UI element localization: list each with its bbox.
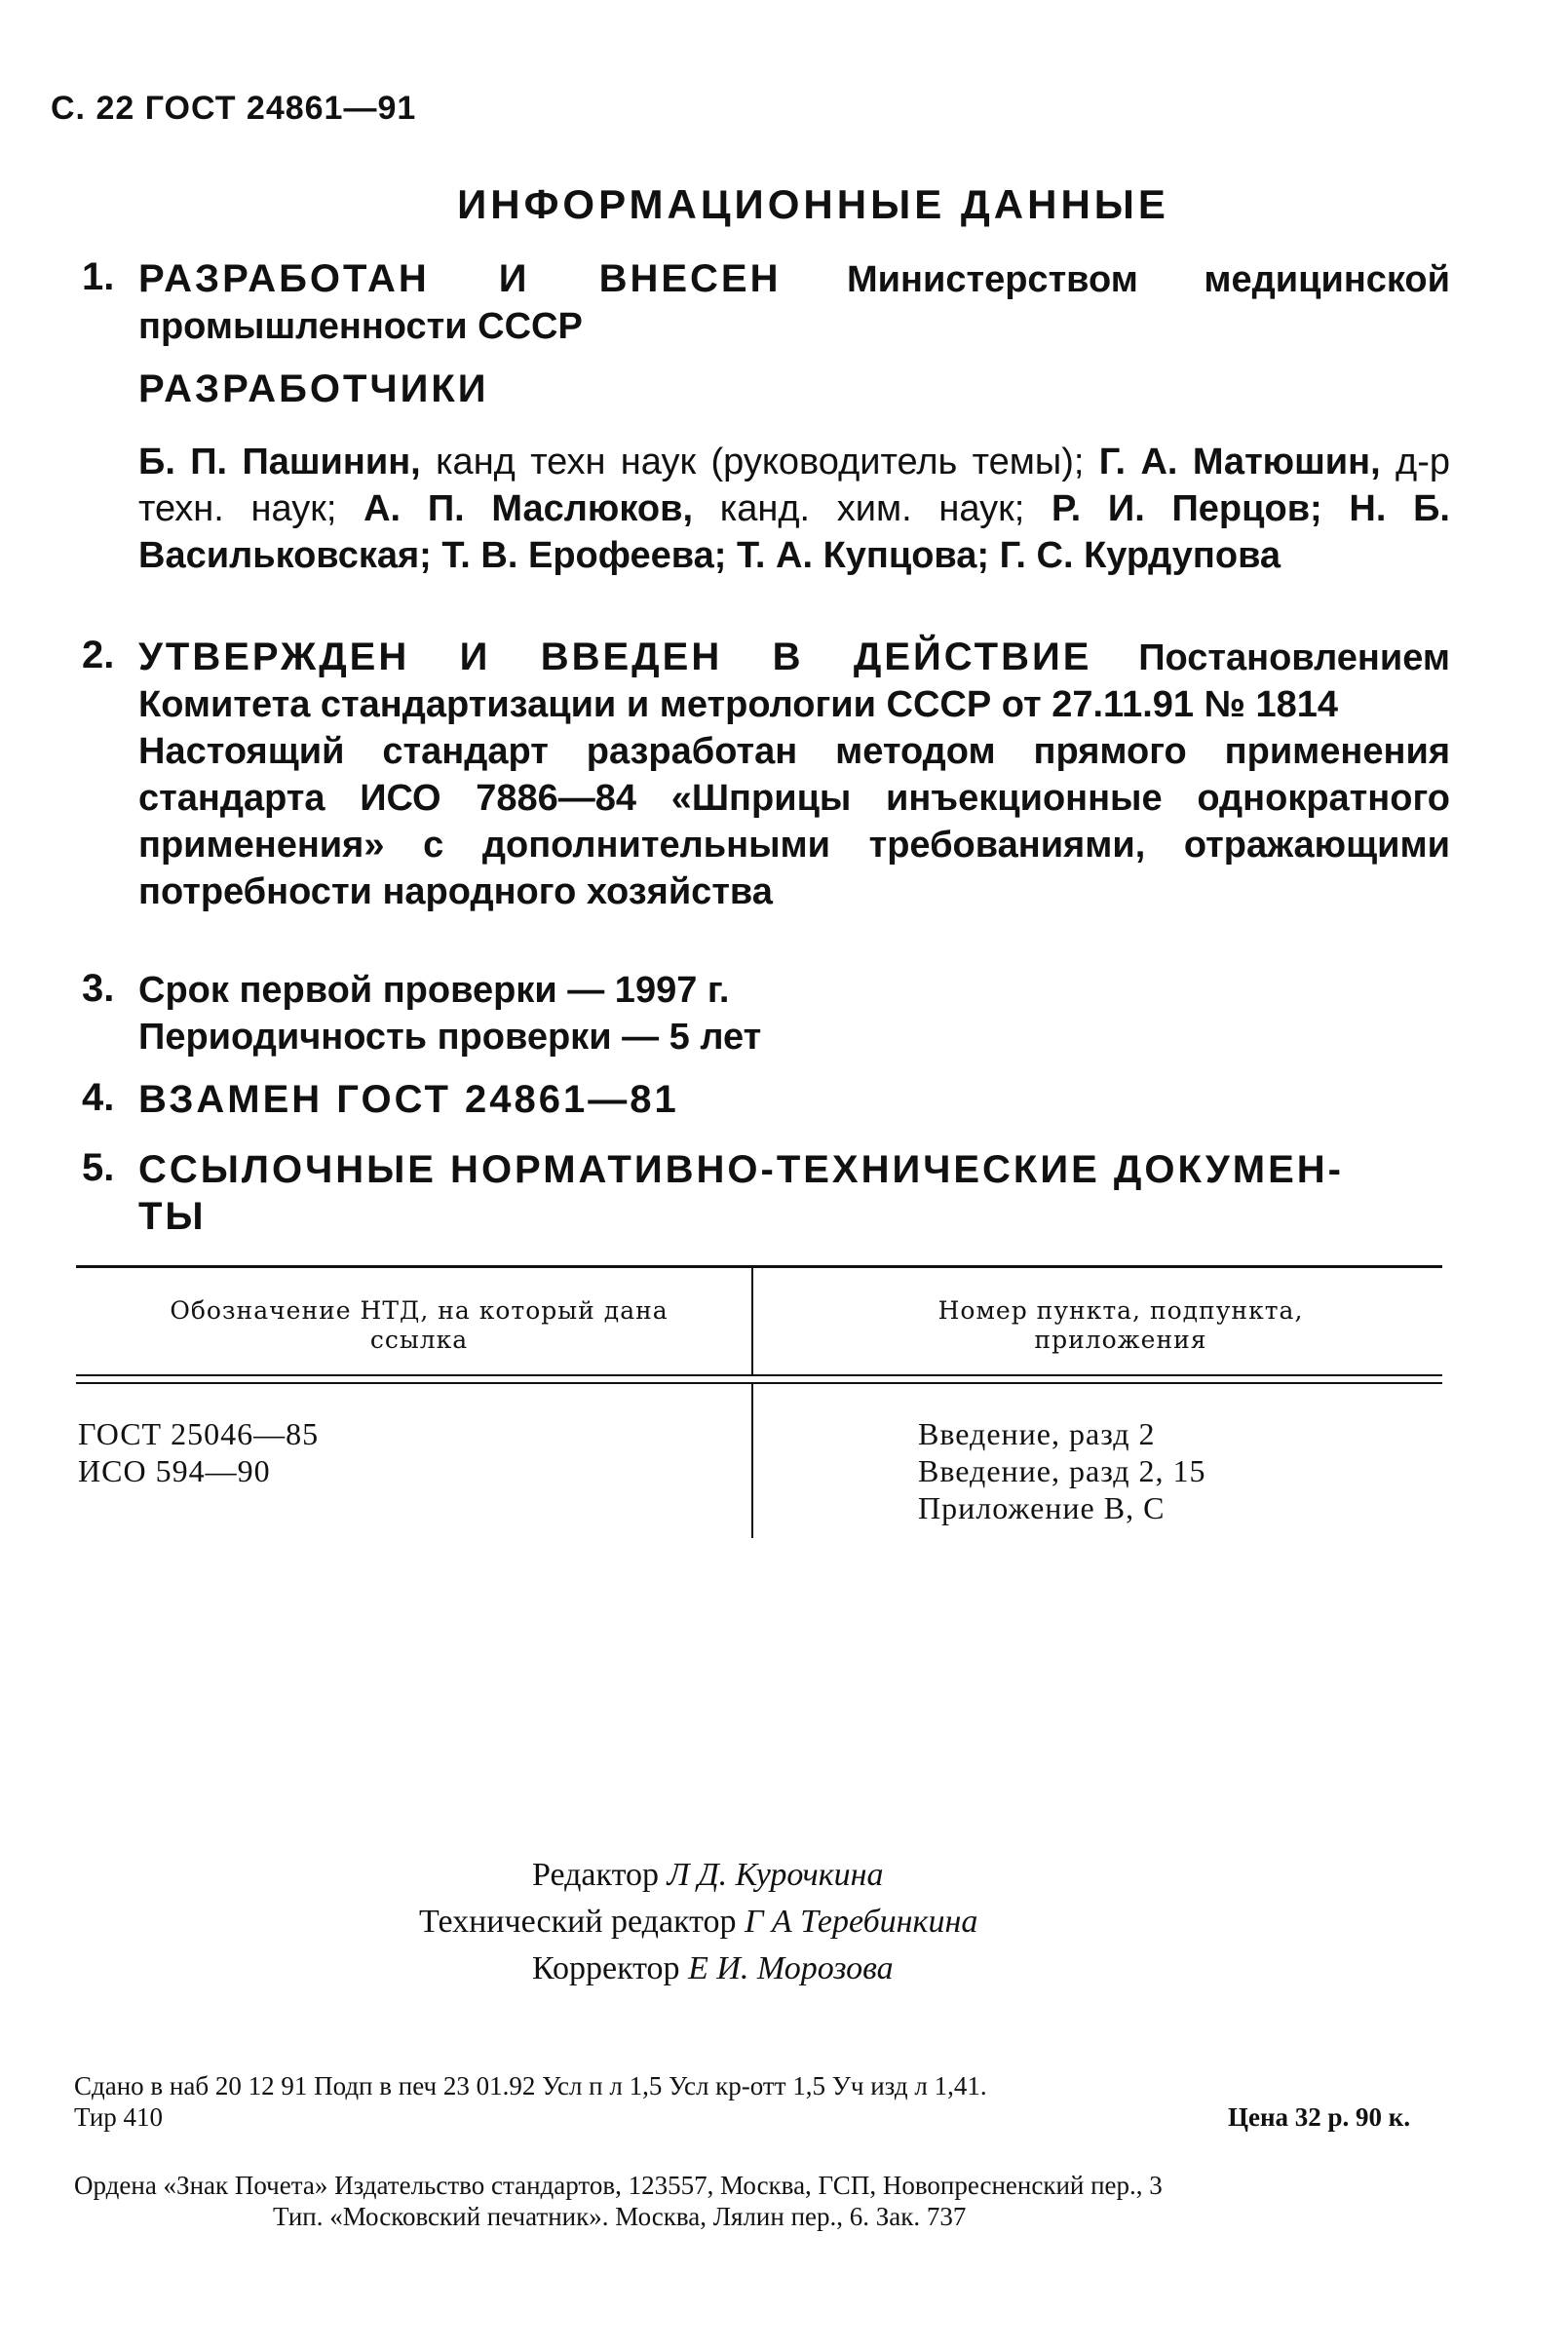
item-body: [138, 255, 1450, 350]
table-top-rule: [76, 1265, 1442, 1268]
item-lead: ССЫЛОЧНЫЕ НОРМАТИВНО-ТЕХНИЧЕСКИЕ ДОКУМЕН-: [138, 1148, 1344, 1191]
item-number: 5.: [82, 1146, 115, 1189]
table-cell-doc: ИСО 594—90: [78, 1453, 271, 1488]
developer-names-rest: Р. И. Перцов; Н. Б. Васильковская; Т. В. Ерофеева; Т. А. Купцова; Г. С. Курдупова: [138, 488, 1450, 576]
developer-name: Б. П. Пашинин,: [138, 442, 421, 482]
imprint-price: Цена 32 р. 90 к.: [1228, 2102, 1411, 2132]
table-cell-ref: Введение, разд 2: [918, 1416, 1156, 1451]
imprint-publisher: Ордена «Знак Почета» Издательство стандартов, 123557, Москва, ГСП, Новопресненский пер., 3: [74, 2171, 1163, 2200]
item-lead: УТВЕРЖДЕН И ВВЕДЕН В ДЕЙСТВИЕ: [138, 636, 1092, 678]
table-header-ref: Номер пункта, подпункта, приложения: [937, 1296, 1304, 1354]
imprint-printer: Тип. «Московский печатник». Москва, Лялин пер., 6. Зак. 737: [273, 2202, 967, 2231]
item-number: 2.: [82, 634, 115, 676]
item-note: Настоящий стандарт разработан методом прямого применения стандарта ИСО 7886—84 «Шприцы инъекционные однократного применения» с дополнительными требованиями, отражающими потребности народного хозяйства: [138, 731, 1450, 912]
item-body: [138, 634, 1450, 915]
developers-list: [138, 439, 1450, 579]
credit-name: Г А Теребинкина: [745, 1904, 978, 1940]
developer-role: канд. хим. наук;: [693, 488, 1052, 529]
imprint-circulation: Тир 410: [74, 2102, 164, 2132]
credit-name: Л Д. Курочкина: [667, 1857, 884, 1893]
review-date: Срок первой проверки — 1997 г.: [138, 970, 730, 1011]
item-lead: РАЗРАБОТАН И ВНЕСЕН: [138, 257, 782, 300]
item-body: [138, 967, 1450, 1060]
developer-name: А. П. Маслюков,: [363, 488, 694, 529]
item-text: Министерством медицинской промышленности СССР: [138, 259, 1450, 347]
credit-tech-editor: [419, 1899, 1199, 1945]
item-number: 1.: [82, 255, 115, 298]
table-cell-ref: Приложение В, С: [918, 1490, 1166, 1525]
credit-label: Технический редактор: [419, 1904, 737, 1940]
developers-heading: РАЗРАБОТЧИКИ: [138, 367, 489, 410]
credit-corrector: [419, 1945, 1199, 1992]
credit-editor: [419, 1852, 1199, 1899]
review-period: Периодичность проверки — 5 лет: [138, 1017, 762, 1058]
page-title: ИНФОРМАЦИОННЫЕ ДАННЫЕ: [457, 181, 1169, 227]
item-lead: ВЗАМЕН ГОСТ 24861—81: [138, 1078, 679, 1121]
credit-label: Редактор: [532, 1857, 659, 1893]
table-divider: [751, 1268, 753, 1375]
item-body: [138, 1146, 1450, 1240]
item-number: 4.: [82, 1076, 115, 1119]
table-cell-ref: Введение, разд 2, 15: [918, 1453, 1206, 1488]
imprint-line-1: Сдано в наб 20 12 91 Подп в печ 23 01.92 Усл п л 1,5 Усл кр-отт 1,5 Уч изд л 1,41.: [74, 2071, 987, 2100]
table-header-doc: Обозначение НТД, на который дана ссылка: [170, 1296, 669, 1354]
table-cell-doc: ГОСТ 25046—85: [78, 1416, 320, 1451]
table-header-rule-2: [76, 1382, 1442, 1384]
table-divider: [751, 1384, 753, 1538]
credit-name: Е И. Морозова: [688, 1950, 894, 1986]
page-header: С. 22 ГОСТ 24861—91: [51, 90, 417, 127]
table-header-rule: [76, 1374, 1442, 1376]
item-lead-cont: ТЫ: [138, 1195, 207, 1238]
item-body: [138, 1076, 1450, 1124]
credits-block: [419, 1852, 1199, 1992]
item-number: 3.: [82, 967, 115, 1010]
developer-name: Г. А. Матюшин,: [1098, 442, 1381, 482]
item-text: Постановлением Комитета стандартизации и метрологии СССР от 27.11.91 № 1814: [138, 637, 1450, 725]
credit-label: Корректор: [532, 1950, 680, 1986]
developer-role: д-р техн. наук;: [138, 442, 1450, 529]
developer-role: канд техн наук (руководитель темы);: [420, 442, 1099, 482]
